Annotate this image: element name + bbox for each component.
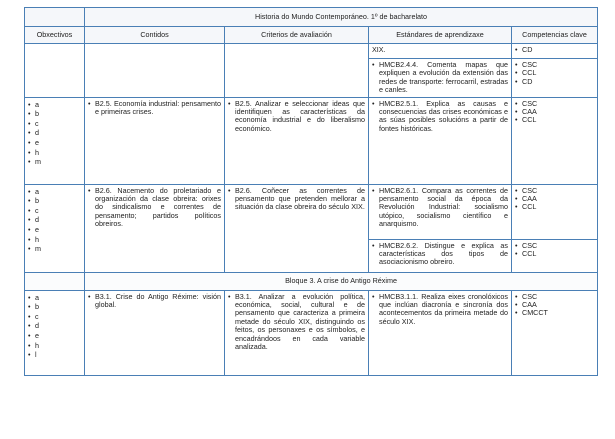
list-item: • d [28, 128, 81, 138]
header-competences: Competencias clave [512, 27, 598, 44]
header-objectives: Obxectivos [25, 27, 85, 44]
list-item: • CSC [515, 293, 594, 301]
list-item: • c [28, 206, 81, 216]
list-item: • c [28, 312, 81, 322]
list-item: • d [28, 321, 81, 331]
content-text: • B2.5. Economía industrial: pensamento e primeiras crises. [88, 100, 221, 117]
standard-text: • HMCB3.1.1. Realiza eixes cronolóxicos que inclúan diacronía e sincronía dos acontecementos da primeira metade do século XIX. [372, 293, 508, 327]
list-item: • a [28, 187, 81, 197]
table-row [25, 184, 598, 239]
table-row [25, 272, 598, 290]
list-item: • CSC [515, 187, 594, 195]
competences-list [515, 61, 594, 86]
list-item: • CCL [515, 116, 594, 124]
table-row [25, 97, 598, 184]
list-item: • CSC [515, 242, 594, 250]
list-item: • CCL [515, 250, 594, 258]
competences-list [515, 46, 594, 54]
list-item: • CD [515, 78, 594, 86]
competences-list [515, 293, 594, 318]
standard-text: XIX. [372, 45, 386, 54]
list-item: • m [28, 157, 81, 167]
list-item: • c [28, 119, 81, 129]
competences-list [515, 242, 594, 259]
curriculum-table [24, 7, 598, 376]
list-item: • CAA [515, 195, 594, 203]
competences-list [515, 187, 594, 212]
list-item: • m [28, 244, 81, 254]
list-item: • e [28, 138, 81, 148]
header-standards: Estándares de aprendizaxe [369, 27, 512, 44]
content-text: • B2.6. Nacemento do proletariado e organización da clase obreira: orixes do sindicalismo e correntes de pensamento; partidos políticos obreiros. [88, 187, 221, 229]
list-item: • CSC [515, 100, 594, 108]
list-item: • e [28, 225, 81, 235]
table-title: Historia do Mundo Contemporáneo. 1º de bacharelato [85, 8, 598, 27]
competences-list [515, 100, 594, 125]
list-item: • CCL [515, 203, 594, 211]
standard-text: • HMCB2.6.1. Compara as correntes de pensamento social da época da Revolución Industrial: socialismo utópico, socialismo científico e anarquismo. [372, 187, 508, 229]
standard-text: • HMCB2.4.4. Comenta mapas que expliquen a evolución da extensión das redes de transporte: ferrocarril, estradas e canles. [372, 61, 508, 95]
table-row [25, 290, 598, 375]
list-item: • CMCCT [515, 309, 594, 317]
list-item: • b [28, 109, 81, 119]
standard-text: • HMCB2.6.2. Distingue e explica as características dos tipos de asociacionismo obreiro. [372, 242, 508, 267]
list-item: • CCL [515, 69, 594, 77]
list-item: • b [28, 302, 81, 312]
header-contents: Contidos [85, 27, 225, 44]
list-item: • l [28, 350, 81, 360]
objectives-list [28, 187, 81, 254]
objectives-list [28, 293, 81, 360]
list-item: • a [28, 293, 81, 303]
table-row [25, 44, 598, 59]
list-item: • d [28, 215, 81, 225]
block-title: Bloque 3. A crise do Antigo Réxime [85, 272, 598, 290]
criterion-text: • B2.6. Coñecer as correntes de pensamento que pretenden mellorar a situación da clase obreira do século XIX. [228, 187, 365, 212]
list-item: • a [28, 100, 81, 110]
criterion-text: • B2.5. Analizar e seleccionar ideas que identifiquen as características da economía industrial e do liberalismo económico. [228, 100, 365, 134]
list-item: • e [28, 331, 81, 341]
header-criteria: Criterios de avaliación [225, 27, 369, 44]
list-item: • b [28, 196, 81, 206]
list-item: • h [28, 341, 81, 351]
criterion-text: • B3.1. Analizar a evolución política, económica, social, cultural e de pensamento que caracteriza a primeira metade do século XIX, distinguindo os feitos, os personaxes e os símbolos, e encadrándoos en cada variable analizada. [228, 293, 365, 352]
list-item: • CSC [515, 61, 594, 69]
content-text: • B3.1. Crise do Antigo Réxime: visión global. [88, 293, 221, 310]
standard-text: • HMCB2.5.1. Explica as causas e consecuencias das crises económicas e as súas posibles solucións a partir de fontes históricas. [372, 100, 508, 134]
list-item: • CAA [515, 108, 594, 116]
list-item: • h [28, 235, 81, 245]
objectives-list [28, 100, 81, 167]
list-item: • CAA [515, 301, 594, 309]
list-item: • CD [515, 46, 594, 54]
list-item: • h [28, 148, 81, 158]
